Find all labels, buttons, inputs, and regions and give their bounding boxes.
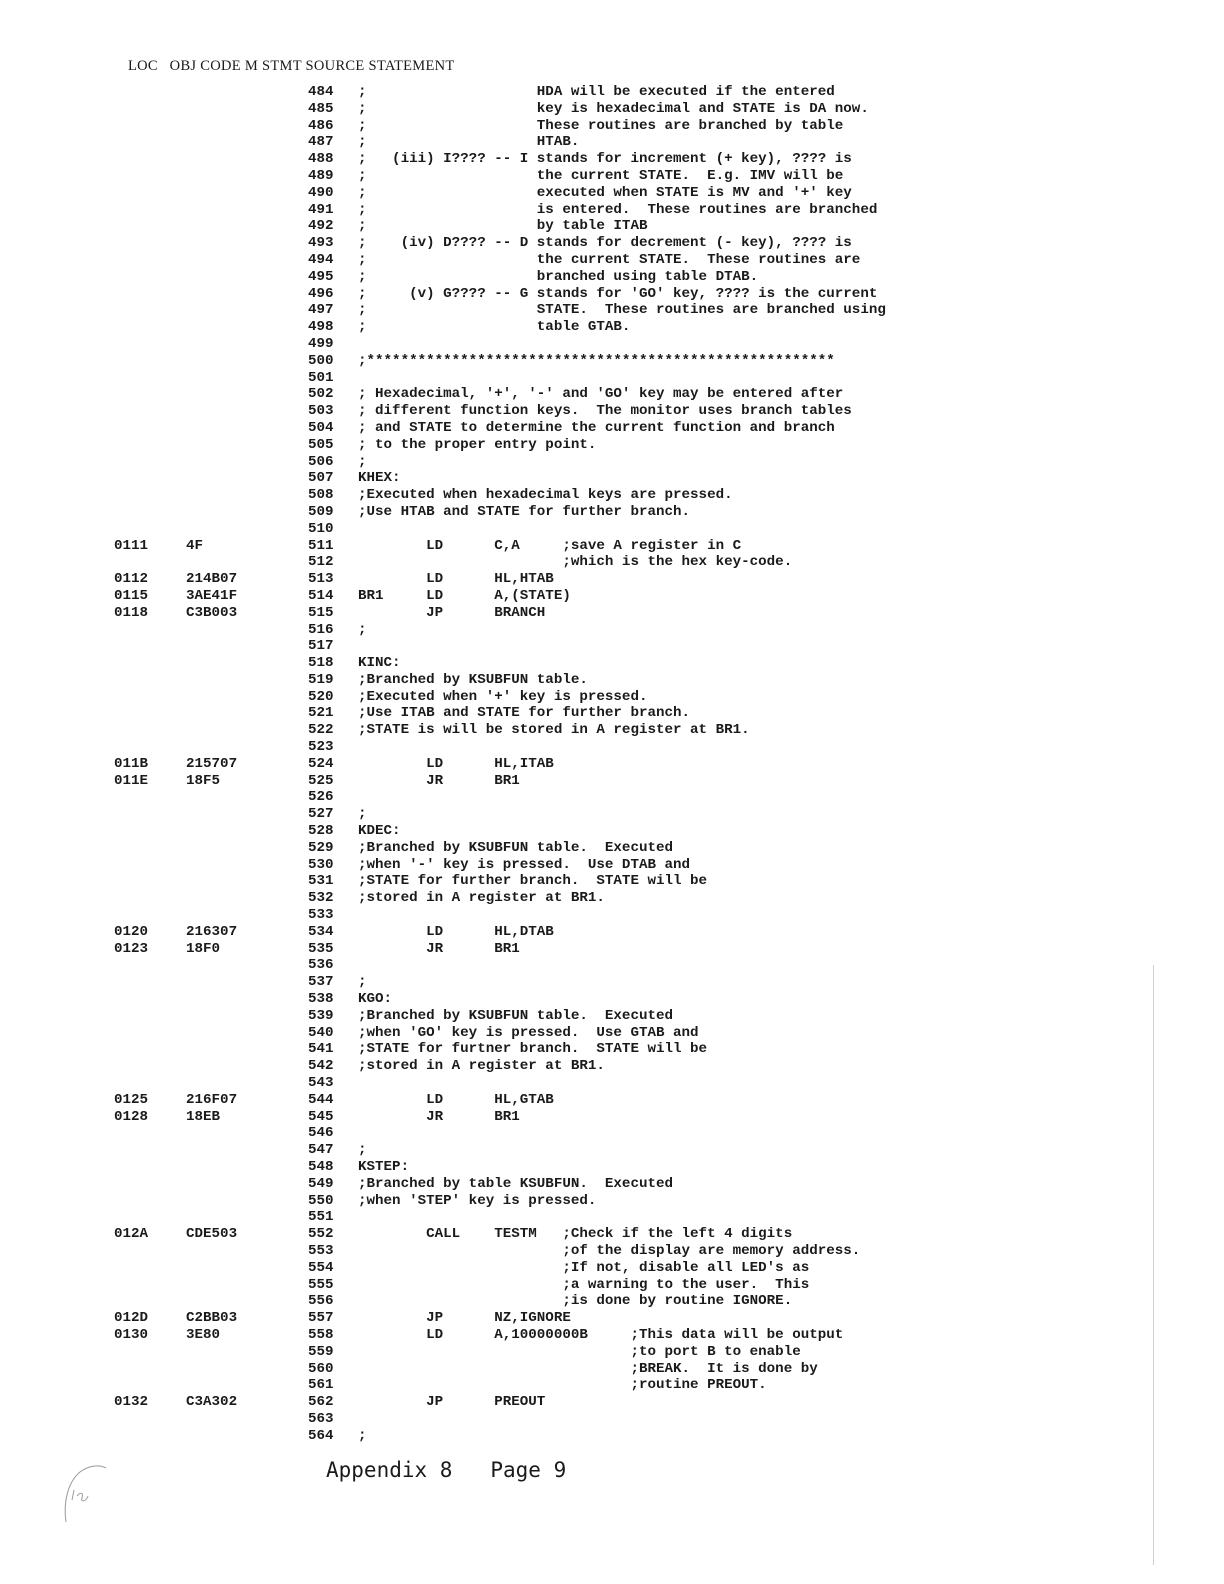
source-statement: ; STATE. These routines are branched using	[358, 302, 886, 319]
stmt-number: 486	[308, 117, 334, 134]
listing-row	[0, 1293, 1224, 1310]
source-statement: ;stored in A register at BR1.	[358, 890, 605, 907]
stmt-number: 489	[308, 167, 334, 184]
listing-row	[0, 638, 1224, 655]
stmt-number: 500	[308, 352, 334, 369]
listing-row	[0, 941, 1224, 958]
listing-row	[0, 1377, 1224, 1394]
listing-row	[0, 84, 1224, 101]
stmt-number: 512	[308, 554, 334, 571]
stmt-number: 536	[308, 957, 334, 974]
source-statement: KINC:	[358, 655, 401, 672]
source-statement: ;Use HTAB and STATE for further branch.	[358, 503, 691, 520]
listing-row	[0, 1193, 1224, 1210]
loc-cell: 0112	[114, 571, 149, 588]
stmt-number: 516	[308, 621, 334, 638]
listing-row	[0, 1243, 1224, 1260]
source-statement: ;when '-' key is pressed. Use DTAB and	[358, 856, 691, 873]
source-statement: ; by table ITAB	[358, 218, 648, 235]
source-statement: KDEC:	[358, 823, 401, 840]
listing-row	[0, 588, 1224, 605]
source-statement: ;*******************************************************	[358, 352, 835, 369]
listing-row	[0, 218, 1224, 235]
loc-cell: 011B	[114, 755, 149, 772]
source-statement: ;routine PREOUT.	[358, 1377, 767, 1394]
source-statement: ; key is hexadecimal and STATE is DA now.	[358, 100, 869, 117]
loc-cell: 011E	[114, 772, 149, 789]
listing-row	[0, 840, 1224, 857]
stmt-number: 542	[308, 1058, 334, 1075]
listing-row	[0, 1277, 1224, 1294]
stmt-number: 551	[308, 1209, 334, 1226]
listing-row	[0, 789, 1224, 806]
listing-row	[0, 504, 1224, 521]
stmt-number: 499	[308, 335, 334, 352]
obj-code-cell: C3B003	[186, 604, 238, 621]
source-statement: ; executed when STATE is MV and '+' key	[358, 184, 852, 201]
obj-code-cell: 215707	[186, 755, 238, 772]
stmt-number: 524	[308, 755, 334, 772]
stmt-number: 540	[308, 1024, 334, 1041]
source-statement: ; the current STATE. These routines are	[358, 251, 861, 268]
stmt-number: 546	[308, 1125, 334, 1142]
listing-row	[0, 974, 1224, 991]
listing-row	[0, 722, 1224, 739]
listing-row	[0, 739, 1224, 756]
stmt-number: 498	[308, 319, 334, 336]
obj-code-cell: 18F0	[186, 940, 221, 957]
source-statement: JP NZ,IGNORE	[358, 1310, 571, 1327]
source-statement: ; HDA will be executed if the entered	[358, 84, 835, 100]
stmt-number: 552	[308, 1226, 334, 1243]
listing-row	[0, 1041, 1224, 1058]
source-statement: ;Branched by KSUBFUN table. Executed	[358, 1007, 674, 1024]
source-statement: ; to the proper entry point.	[358, 436, 597, 453]
stmt-number: 510	[308, 520, 334, 537]
listing-row	[0, 554, 1224, 571]
listing-row	[0, 1226, 1224, 1243]
source-statement: ;	[358, 974, 367, 991]
source-statement: ; Hexadecimal, '+', '-' and 'GO' key may be entered after	[358, 386, 844, 403]
assembly-listing	[0, 84, 1224, 1445]
source-statement: KSTEP:	[358, 1159, 410, 1175]
stmt-number: 487	[308, 134, 334, 151]
source-statement: BR1 LD A,(STATE)	[358, 587, 571, 604]
stmt-number: 485	[308, 100, 334, 117]
source-statement: ;stored in A register at BR1.	[358, 1058, 605, 1075]
listing-row	[0, 1310, 1224, 1327]
source-statement: LD HL,GTAB	[358, 1091, 554, 1108]
stmt-number: 539	[308, 1007, 334, 1024]
source-statement: ; (v) G???? -- G stands for 'GO' key, ???? is the current	[358, 285, 878, 302]
stmt-number: 538	[308, 991, 334, 1008]
listing-row	[0, 1075, 1224, 1092]
source-statement: ;	[358, 1427, 367, 1444]
obj-code-cell: 18EB	[186, 1108, 221, 1125]
stmt-number: 558	[308, 1326, 334, 1343]
listing-row	[0, 1394, 1224, 1411]
source-statement: ;STATE is will be stored in A register at BR1.	[358, 722, 750, 739]
stmt-number: 494	[308, 251, 334, 268]
listing-row	[0, 353, 1224, 370]
obj-code-cell: C3A302	[186, 1394, 238, 1411]
listing-row	[0, 1327, 1224, 1344]
listing-row	[0, 403, 1224, 420]
listing-row	[0, 470, 1224, 487]
listing-row	[0, 168, 1224, 185]
listing-row	[0, 454, 1224, 471]
source-statement: ;STATE for further branch. STATE will be	[358, 873, 708, 890]
loc-cell: 012A	[114, 1226, 149, 1243]
listing-row	[0, 336, 1224, 353]
source-statement: ;	[358, 1142, 367, 1159]
stmt-number: 522	[308, 722, 334, 739]
listing-row	[0, 1361, 1224, 1378]
source-statement: JP PREOUT	[358, 1394, 546, 1411]
source-statement: JR BR1	[358, 940, 520, 957]
listing-row	[0, 235, 1224, 252]
listing-row	[0, 1092, 1224, 1109]
obj-code-cell: 216307	[186, 923, 238, 940]
source-statement: ;Branched by KSUBFUN table.	[358, 671, 588, 688]
listing-row	[0, 134, 1224, 151]
listing-row	[0, 1125, 1224, 1142]
stmt-number: 550	[308, 1192, 334, 1209]
stmt-number: 514	[308, 587, 334, 604]
stmt-number: 545	[308, 1108, 334, 1125]
obj-code-cell: 18F5	[186, 772, 221, 789]
source-statement: ; branched using table DTAB.	[358, 268, 759, 285]
listing-row	[0, 806, 1224, 823]
stmt-number: 525	[308, 772, 334, 789]
stmt-number: 490	[308, 184, 334, 201]
source-statement: ;	[358, 453, 367, 470]
listing-row	[0, 151, 1224, 168]
source-statement: ;Use ITAB and STATE for further branch.	[358, 705, 691, 722]
listing-row	[0, 823, 1224, 840]
source-statement: LD HL,HTAB	[358, 571, 554, 588]
listing-row	[0, 890, 1224, 907]
source-statement: KGO:	[358, 991, 393, 1008]
source-statement: ;Executed when hexadecimal keys are pressed.	[358, 487, 733, 504]
stmt-number: 495	[308, 268, 334, 285]
stmt-number: 508	[308, 487, 334, 504]
stmt-number: 519	[308, 671, 334, 688]
stmt-number: 548	[308, 1159, 334, 1175]
listing-row	[0, 1176, 1224, 1193]
source-statement: ;Branched by table KSUBFUN. Executed	[358, 1175, 674, 1192]
source-statement: ; (iii) I???? -- I stands for increment (+ key), ???? is	[358, 151, 852, 168]
stmt-number: 501	[308, 369, 334, 386]
source-statement: ;of the display are memory address.	[358, 1242, 861, 1259]
source-statement: LD HL,DTAB	[358, 923, 554, 940]
listing-row	[0, 571, 1224, 588]
stmt-number: 502	[308, 386, 334, 403]
loc-cell: 0132	[114, 1394, 149, 1411]
loc-cell: 0115	[114, 587, 149, 604]
stmt-number: 526	[308, 789, 334, 806]
stmt-number: 497	[308, 302, 334, 319]
source-statement: ;when 'GO' key is pressed. Use GTAB and	[358, 1024, 699, 1041]
stmt-number: 555	[308, 1276, 334, 1293]
obj-code-cell: 3AE41F	[186, 587, 238, 604]
source-statement: ;If not, disable all LED's as	[358, 1259, 810, 1276]
listing-row	[0, 689, 1224, 706]
source-statement: ; These routines are branched by table	[358, 117, 844, 134]
listing-row	[0, 756, 1224, 773]
stmt-number: 556	[308, 1293, 334, 1310]
source-statement: ;STATE for furtner branch. STATE will be	[358, 1041, 708, 1058]
listing-row	[0, 857, 1224, 874]
stmt-number: 563	[308, 1410, 334, 1427]
stmt-number: 560	[308, 1360, 334, 1377]
obj-code-cell: 216F07	[186, 1091, 238, 1108]
handwritten-mark-icon	[58, 1462, 118, 1532]
stmt-number: 532	[308, 890, 334, 907]
source-statement: ;Executed when '+' key is pressed.	[358, 688, 648, 705]
listing-row	[0, 622, 1224, 639]
stmt-number: 530	[308, 856, 334, 873]
stmt-number: 517	[308, 638, 334, 655]
listing-row	[0, 101, 1224, 118]
source-statement: LD A,10000000B ;This data will be output	[358, 1326, 844, 1343]
stmt-number: 505	[308, 436, 334, 453]
stmt-number: 529	[308, 839, 334, 856]
stmt-number: 544	[308, 1091, 334, 1108]
listing-row	[0, 991, 1224, 1008]
stmt-number: 554	[308, 1259, 334, 1276]
stmt-number: 533	[308, 907, 334, 924]
listing-row	[0, 605, 1224, 622]
stmt-number: 543	[308, 1075, 334, 1092]
source-statement: ; table GTAB.	[358, 319, 631, 336]
listing-row	[0, 538, 1224, 555]
listing-row	[0, 185, 1224, 202]
stmt-number: 507	[308, 470, 334, 487]
source-statement: ;which is the hex key-code.	[358, 554, 793, 571]
stmt-number: 504	[308, 419, 334, 436]
scan-margin-line	[1153, 965, 1154, 1565]
listing-row	[0, 1025, 1224, 1042]
listing-row	[0, 521, 1224, 538]
stmt-number: 561	[308, 1377, 334, 1394]
loc-cell: 0130	[114, 1326, 149, 1343]
stmt-number: 518	[308, 655, 334, 672]
listing-row	[0, 924, 1224, 941]
listing-row	[0, 1428, 1224, 1445]
obj-code-cell: 4F	[186, 537, 204, 554]
listing-row	[0, 437, 1224, 454]
listing-row	[0, 1109, 1224, 1126]
stmt-number: 506	[308, 453, 334, 470]
stmt-number: 520	[308, 688, 334, 705]
source-statement: ; (iv) D???? -- D stands for decrement (- key), ???? is	[358, 235, 852, 252]
listing-row	[0, 873, 1224, 890]
stmt-number: 537	[308, 974, 334, 991]
source-statement: ; the current STATE. E.g. IMV will be	[358, 167, 844, 184]
stmt-number: 513	[308, 571, 334, 588]
source-statement: ;to port B to enable	[358, 1343, 801, 1360]
stmt-number: 523	[308, 739, 334, 756]
column-header: LOC OBJ CODE M STMT SOURCE STATEMENT	[128, 58, 455, 74]
listing-row	[0, 252, 1224, 269]
listing-row	[0, 1159, 1224, 1176]
loc-cell: 012D	[114, 1310, 149, 1327]
source-statement: ; and STATE to determine the current function and branch	[358, 419, 835, 436]
source-statement: ;	[358, 621, 367, 638]
source-statement: ;a warning to the user. This	[358, 1276, 810, 1293]
loc-cell: 0128	[114, 1108, 149, 1125]
listing-row	[0, 1058, 1224, 1075]
stmt-number: 491	[308, 201, 334, 218]
listing-row	[0, 655, 1224, 672]
listing-row	[0, 1260, 1224, 1277]
obj-code-cell: C2BB03	[186, 1310, 238, 1327]
listing-row	[0, 420, 1224, 437]
stmt-number: 484	[308, 84, 334, 100]
listing-row	[0, 773, 1224, 790]
source-statement: JP BRANCH	[358, 604, 546, 621]
stmt-number: 541	[308, 1041, 334, 1058]
source-statement: JR BR1	[358, 1108, 520, 1125]
stmt-number: 549	[308, 1175, 334, 1192]
source-statement: LD C,A ;save A register in C	[358, 537, 742, 554]
source-statement: KHEX:	[358, 470, 401, 487]
page-footer: Appendix 8 Page 9	[326, 1458, 567, 1482]
stmt-number: 509	[308, 503, 334, 520]
stmt-number: 511	[308, 537, 334, 554]
listing-row	[0, 705, 1224, 722]
source-statement: ; is entered. These routines are branched	[358, 201, 878, 218]
source-statement: ; HTAB.	[358, 134, 580, 151]
stmt-number: 534	[308, 923, 334, 940]
stmt-number: 531	[308, 873, 334, 890]
source-statement: ;BREAK. It is done by	[358, 1360, 818, 1377]
stmt-number: 496	[308, 285, 334, 302]
listing-row	[0, 1411, 1224, 1428]
stmt-number: 503	[308, 403, 334, 420]
stmt-number: 527	[308, 806, 334, 823]
source-statement: ; different function keys. The monitor uses branch tables	[358, 403, 852, 420]
listing-row	[0, 1344, 1224, 1361]
listing-row	[0, 1008, 1224, 1025]
listing-row	[0, 1209, 1224, 1226]
loc-cell: 0111	[114, 537, 149, 554]
listing-row	[0, 319, 1224, 336]
listing-row	[0, 386, 1224, 403]
obj-code-cell: 3E80	[186, 1326, 221, 1343]
source-statement: JR BR1	[358, 772, 520, 789]
source-statement: ;	[358, 806, 367, 823]
listing-row	[0, 370, 1224, 387]
listing-row	[0, 202, 1224, 219]
loc-cell: 0118	[114, 604, 149, 621]
listing-row	[0, 487, 1224, 504]
listing-row	[0, 957, 1224, 974]
loc-cell: 0120	[114, 923, 149, 940]
stmt-number: 559	[308, 1343, 334, 1360]
obj-code-cell: 214B07	[186, 571, 238, 588]
stmt-number: 528	[308, 823, 334, 840]
listing-row	[0, 286, 1224, 303]
loc-cell: 0123	[114, 940, 149, 957]
source-statement: ;is done by routine IGNORE.	[358, 1293, 793, 1310]
source-statement: CALL TESTM ;Check if the left 4 digits	[358, 1226, 793, 1243]
loc-cell: 0125	[114, 1091, 149, 1108]
stmt-number: 557	[308, 1310, 334, 1327]
stmt-number: 553	[308, 1242, 334, 1259]
stmt-number: 515	[308, 604, 334, 621]
stmt-number: 493	[308, 235, 334, 252]
listing-row	[0, 1142, 1224, 1159]
listing-row	[0, 269, 1224, 286]
stmt-number: 547	[308, 1142, 334, 1159]
stmt-number: 488	[308, 151, 334, 168]
source-statement: ;when 'STEP' key is pressed.	[358, 1192, 597, 1209]
listing-row	[0, 302, 1224, 319]
listing-row	[0, 672, 1224, 689]
stmt-number: 564	[308, 1427, 334, 1444]
source-statement: LD HL,ITAB	[358, 755, 554, 772]
source-statement: ;Branched by KSUBFUN table. Executed	[358, 839, 674, 856]
listing-row	[0, 907, 1224, 924]
listing-row	[0, 118, 1224, 135]
stmt-number: 562	[308, 1394, 334, 1411]
stmt-number: 535	[308, 940, 334, 957]
obj-code-cell: CDE503	[186, 1226, 238, 1243]
stmt-number: 492	[308, 218, 334, 235]
stmt-number: 521	[308, 705, 334, 722]
